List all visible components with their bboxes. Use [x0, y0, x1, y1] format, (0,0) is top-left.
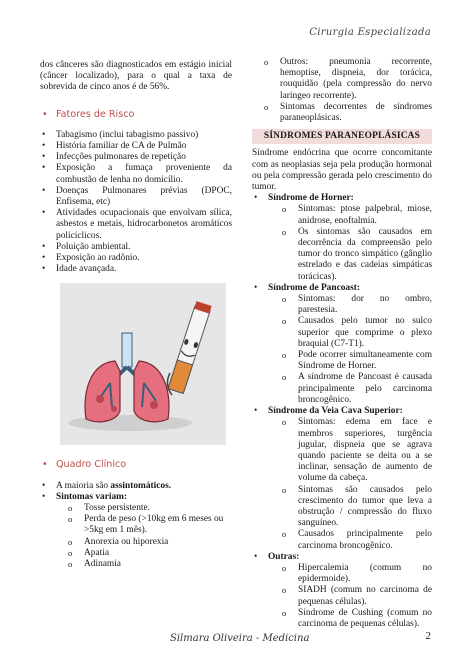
list-item: • Síndrome da Veia Cava Superior: o Sintomas: edema em face e membros superiores, turgência jugular, dispneia que se agrava quando paciente se deita ou a se inclinar, sensação de aumento de volume da cabeça. o Sintomas são causados pelo crescimento do tumor que leva a obstrução / compressão do fluxo sanguíneo. o Causados principalmente pelo carcinoma broncogênico.: [252, 406, 432, 552]
list-item: • Exposição a fumaça proveniente da combustão de lenha no domicílio.: [40, 163, 232, 185]
list-item: • Poluição ambiental.: [40, 242, 232, 253]
sub-item: o Adinamia: [56, 559, 232, 570]
page-header: Cirurgia Especializada: [309, 27, 431, 38]
risk-factors-list: [40, 130, 232, 276]
sub-item: o Anorexia ou hiporexia: [56, 537, 232, 548]
sub-item: o Pode ocorrer simultaneamente com Síndrome de Horner.: [268, 350, 432, 372]
list-item: • Outras: o Hipercalemia (comum no epidermoide). o SIADH (comum no carcinoma de pequenas células). o Síndrome de Cushing (comum no carcinoma de pequenas células).: [252, 552, 432, 630]
left-column: [40, 60, 232, 570]
sub-item: o Sintomas: ptose palpebral, miose, anidrose, enoftalmia.: [268, 204, 432, 226]
paraneoplastic-intro: Síndrome endócrina que ocorre concomitante com as neoplasias seja pela produção hormonal ou pela compressão gerada pelo crescimento do tumor.: [252, 148, 432, 193]
list-item: • Síndrome de Pancoast: o Sintomas: dor no ombro, parestesia. o Causados pelo tumor no sulco superior que comprime o plexo braquial (C7-T1). o Pode ocorrer simultaneamente com Síndrome de Horner. o A síndrome de Pancoast é causada principalmente pelo carcinoma broncogênico.: [252, 283, 432, 406]
sub-item: o Sintomas decorrentes de síndromes paraneoplásicas.: [252, 102, 432, 124]
sub-item: o Causados principalmente pelo carcinoma broncogênico.: [268, 529, 432, 551]
symptoms-sublist: [56, 503, 232, 570]
sub-item: o Sintomas: dor no ombro, parestesia.: [268, 294, 432, 316]
sub-item: o Sintomas: edema em face e membros superiores, turgência jugular, dispneia que se agrava quando paciente se deita ou a se inclinar, sensação de aumento de volume da cabeça.: [268, 417, 432, 484]
sub-item: o A síndrome de Pancoast é causada principalmente pelo carcinoma broncogênico.: [268, 372, 432, 406]
page-number: 2: [425, 630, 431, 642]
sub-item: o Causados pelo tumor no sulco superior que comprime o plexo braquial (C7-T1).: [268, 316, 432, 350]
list-item: • História familiar de CA de Pulmão: [40, 141, 232, 152]
sub-item: o SIADH (comum no carcinoma de pequenas células).: [268, 585, 432, 607]
paraneoplastic-box-title: SÍNDROMES PARANEOPLÁSICAS: [252, 129, 432, 144]
syndromes-list: [252, 193, 432, 630]
list-item: • Tabagismo (inclui tabagismo passivo): [40, 130, 232, 141]
list-item: • Atividades ocupacionais que envolvam sílica, asbestos e metais, hidrocarbonetos aromáticos policíclicos.: [40, 208, 232, 242]
sub-item: o Sintomas são causados pelo crescimento do tumor que leva a obstrução / compressão do fluxo sanguíneo.: [268, 485, 432, 530]
clinical-list: [40, 481, 232, 571]
list-item: • Exposição ao radônio.: [40, 253, 232, 264]
sub-item: o Síndrome de Cushing (comum no carcinoma de pequenas células).: [268, 608, 432, 630]
sub-item: o Outros: pneumonia recorrente, hemoptise, dispneia, dor torácica, rouquidão (pela compressão do nervo laríngeo recorrente).: [252, 57, 432, 102]
top-sublist: [252, 57, 432, 124]
lungs-cigarette-illustration: [60, 283, 226, 445]
page-footer-author: Silmara Oliveira - Medicina: [170, 633, 310, 644]
sub-item: o Os sintomas são causados em decorrência da compreensão pelo tumor do tronco simpático (gânglio estrelado e das cadeias simpáticas torácicas).: [268, 227, 432, 283]
sub-item: o Tosse persistente.: [56, 503, 232, 514]
lungs-cigarette-icon: [60, 283, 226, 445]
list-item: • Sintomas variam: o Tosse persistente. o Perda de peso (>10kg em 6 meses ou >5kg em 1 mês). o Anorexia ou hiporexia o Apatia o Adinamia: [40, 492, 232, 570]
intro-paragraph: dos cânceres são diagnosticados em estágio inicial (câncer localizado), para o qual a taxa de sobrevida de cinco anos é de 56%.: [40, 60, 232, 93]
sub-item: o Perda de peso (>10kg em 6 meses ou >5kg em 1 mês).: [56, 514, 232, 536]
list-item: • Síndrome de Horner: o Sintomas: ptose palpebral, miose, anidrose, enoftalmia. o Os sintomas são causados em decorrência da compreensão pelo tumor do tronco simpático (gânglio estrelado e das cadeias simpáticas torácicas).: [252, 193, 432, 283]
sub-item: o Hipercalemia (comum no epidermoide).: [268, 563, 432, 585]
list-item: • Idade avançada.: [40, 264, 232, 275]
right-column: [252, 57, 432, 630]
clinical-heading: • Quadro Clínico: [40, 459, 232, 470]
list-item: • A maioria são assintomáticos.: [40, 481, 232, 492]
list-item: • Doenças Pulmonares prévias (DPOC, Enfisema, etc): [40, 186, 232, 208]
sub-item: o Apatia: [56, 548, 232, 559]
risk-factors-heading: • Fatores de Risco: [40, 109, 232, 120]
list-item: • Infecções pulmonares de repetição: [40, 152, 232, 163]
